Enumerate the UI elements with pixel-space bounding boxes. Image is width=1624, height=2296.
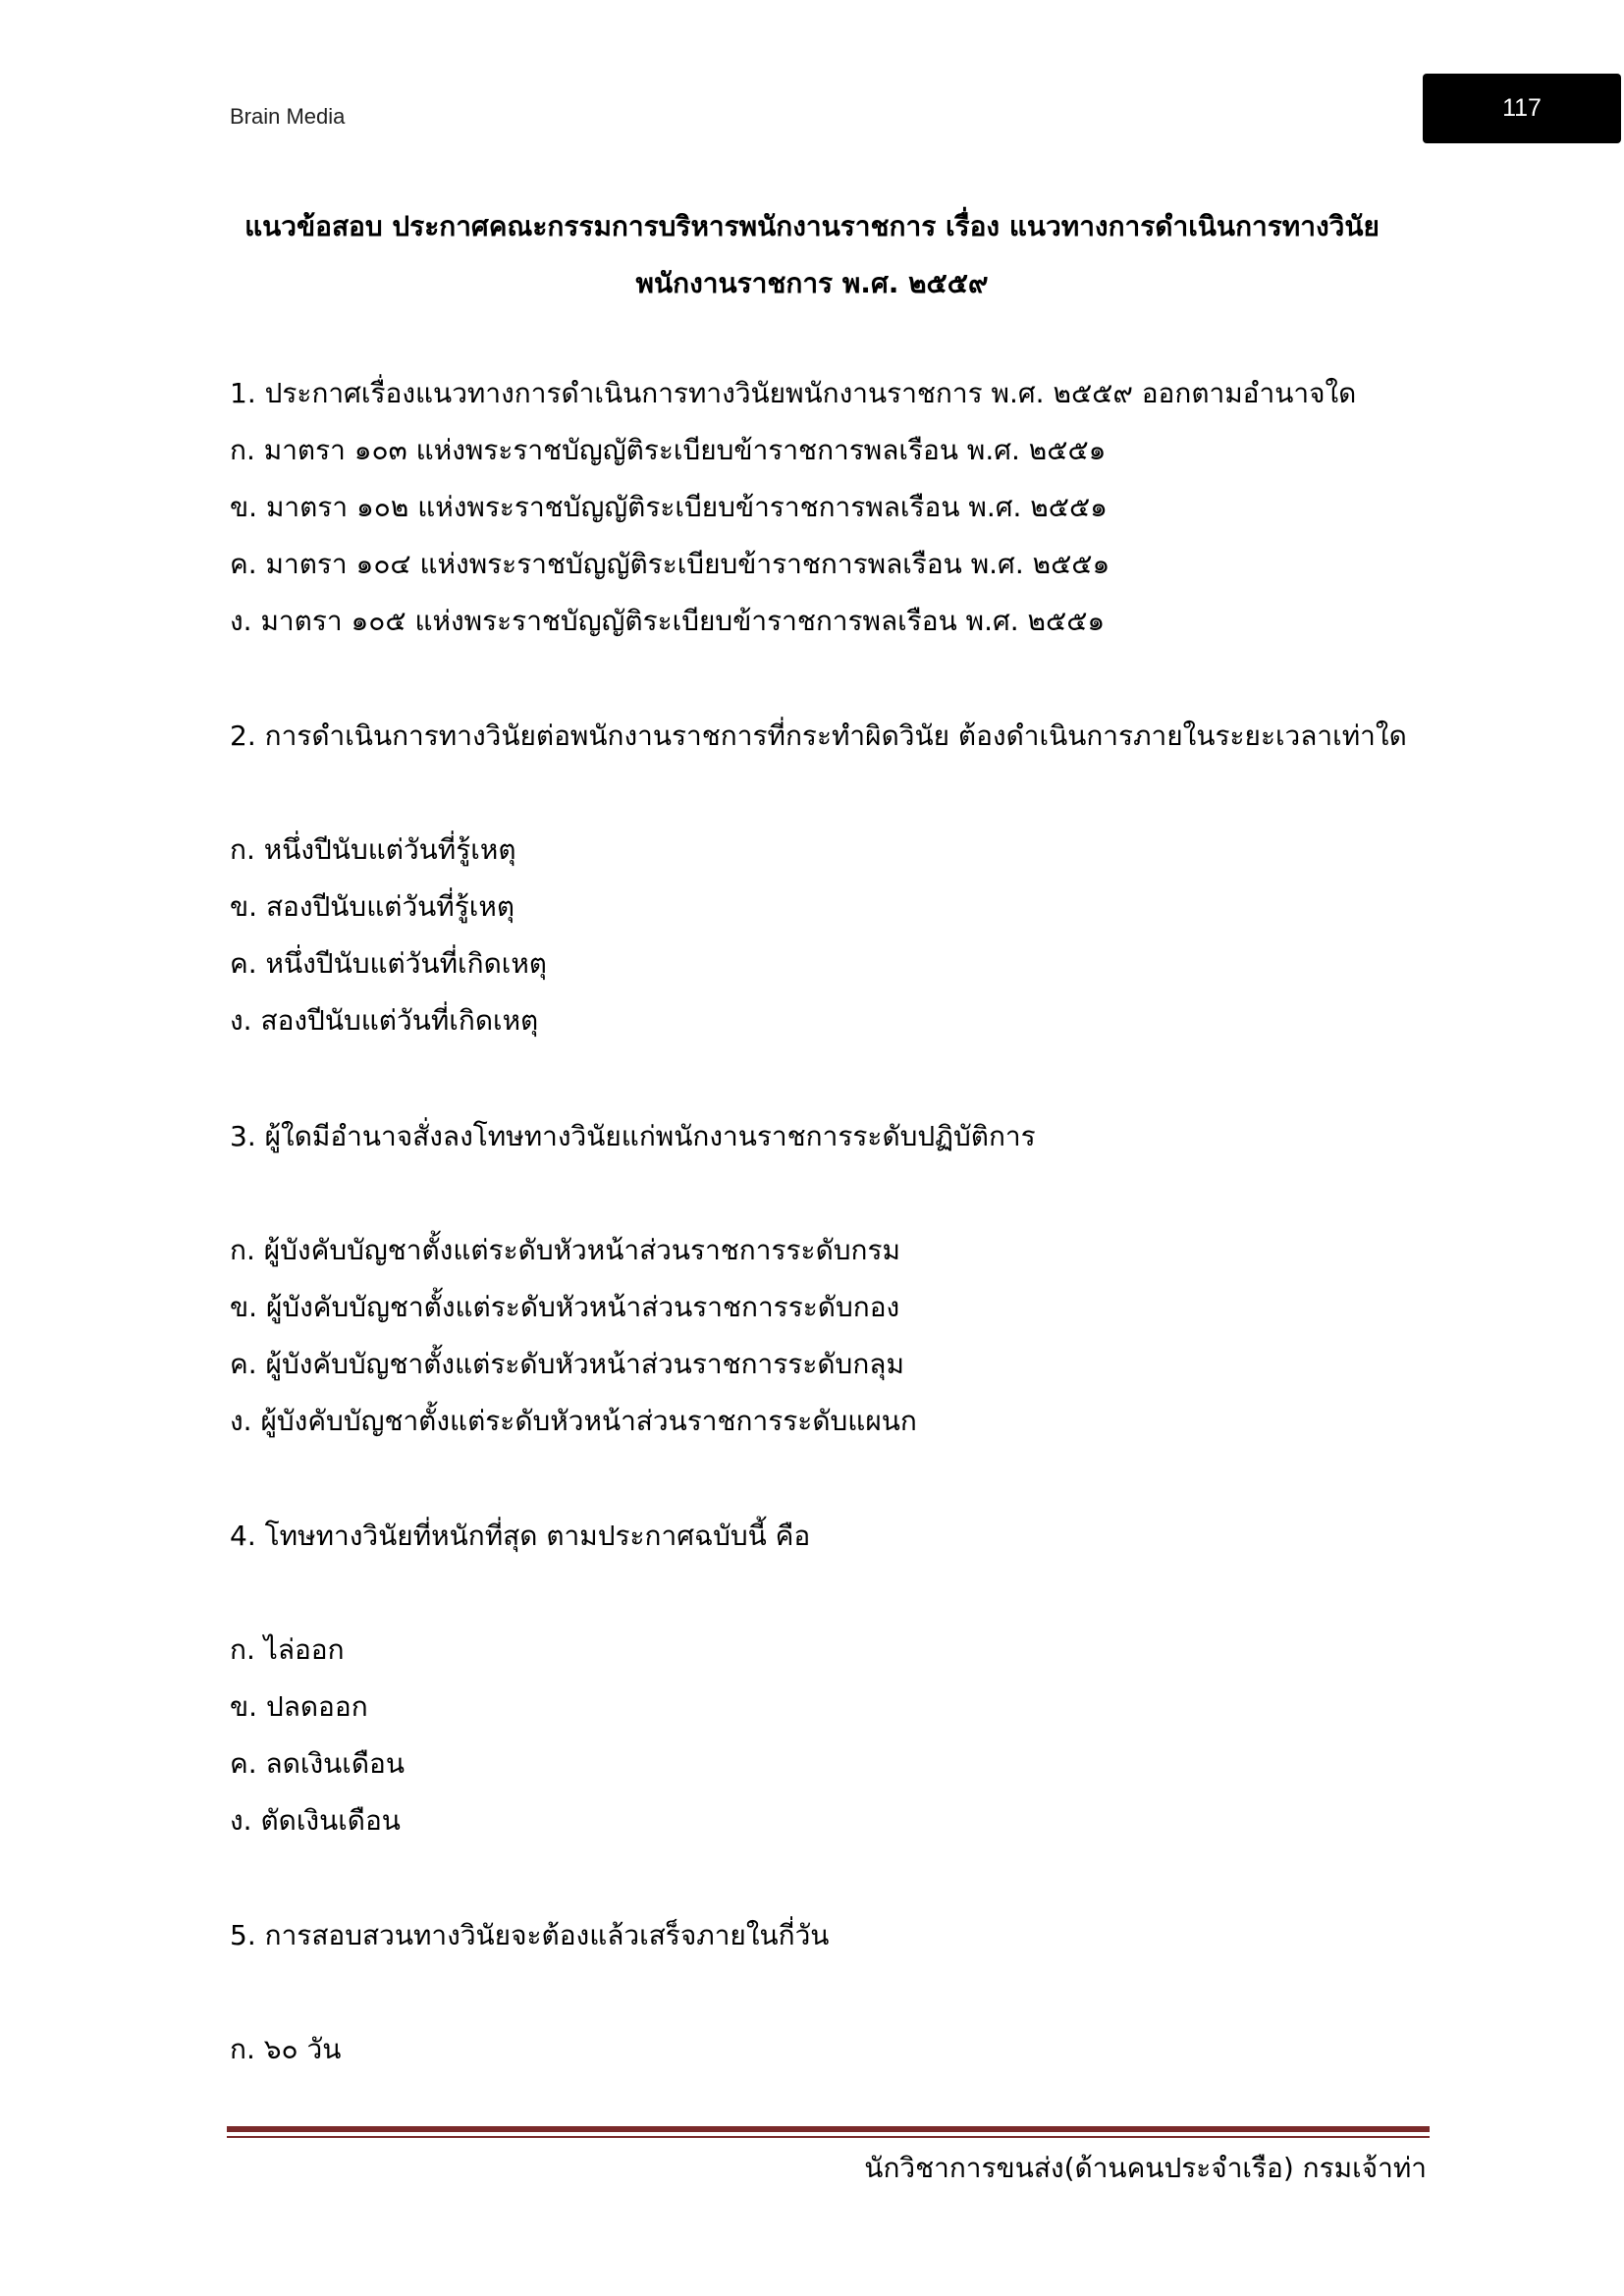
title-line-2: พนักงานราชการ พ.ศ. ๒๕๕๙ bbox=[635, 267, 989, 299]
page-number-box bbox=[1423, 74, 1621, 143]
option-item: ก. หนึ่งปีนับแต่วันที่รู้เหตุ bbox=[230, 833, 516, 866]
option-item: ง. ผู้บังคับบัญชาตั้งแต่ระดับหัวหน้าส่วนราชการระดับแผนก bbox=[230, 1405, 917, 1437]
question-text: 1. ประกาศเรื่องแนวทางการดำเนินการทางวินัยพนักงานราชการ พ.ศ. ๒๕๕๙ ออกตามอำนาจใด bbox=[230, 377, 1357, 409]
page-title bbox=[147, 198, 1477, 312]
option-list bbox=[230, 422, 1433, 650]
option-item: ค. มาตรา ๑๐๔ แห่งพระราชบัญญัติระเบียบข้าราชการพลเรือน พ.ศ. ๒๕๕๑ bbox=[230, 548, 1110, 580]
question-text: 2. การดำเนินการทางวินัยต่อพนักงานราชการที่กระทำผิดวินัย ต้องดำเนินการภายในระยะเวลาเท่าใด bbox=[230, 720, 1407, 752]
footer-rule-thick bbox=[227, 2126, 1430, 2132]
question-block-2 bbox=[230, 708, 1433, 1049]
option-item: ก. ไล่ออก bbox=[230, 1633, 345, 1666]
question-block-3 bbox=[230, 1108, 1433, 1450]
option-item: ง. มาตรา ๑๐๕ แห่งพระราชบัญญัติระเบียบข้าราชการพลเรือน พ.ศ. ๒๕๕๑ bbox=[230, 605, 1106, 637]
option-item: ก. ๖๐ วัน bbox=[230, 2033, 342, 2065]
question-text: 5. การสอบสวนทางวินัยจะต้องแล้วเสร็จภายในกี่วัน bbox=[230, 1919, 830, 1951]
brand-name: Brain Media bbox=[230, 104, 346, 129]
question-text: 4. โทษทางวินัยที่หนักที่สุด ตามประกาศฉบับนี้ คือ bbox=[230, 1520, 811, 1552]
option-list bbox=[230, 1222, 1433, 1450]
option-list bbox=[230, 2021, 1433, 2078]
option-item: ข. ปลดออก bbox=[230, 1690, 368, 1723]
footer-rule-thin bbox=[227, 2136, 1430, 2138]
question-block-4 bbox=[230, 1508, 1433, 1849]
page-number: 117 bbox=[1502, 94, 1542, 122]
question-block-5 bbox=[230, 1907, 1433, 2078]
footer-text: นักวิชาการขนส่ง(ด้านคนประจำเรือ) กรมเจ้าท่า bbox=[864, 2152, 1427, 2184]
option-item: ก. มาตรา ๑๐๓ แห่งพระราชบัญญัติระเบียบข้าราชการพลเรือน พ.ศ. ๒๕๕๑ bbox=[230, 434, 1107, 466]
option-item: ค. ผู้บังคับบัญชาตั้งแต่ระดับหัวหน้าส่วนราชการระดับกลุม bbox=[230, 1348, 904, 1380]
option-item: ข. ผู้บังคับบัญชาตั้งแต่ระดับหัวหน้าส่วนราชการระดับกอง bbox=[230, 1291, 900, 1323]
option-item: ข. สองปีนับแต่วันที่รู้เหตุ bbox=[230, 890, 515, 923]
option-item: ข. มาตรา ๑๐๒ แห่งพระราชบัญญัติระเบียบข้าราชการพลเรือน พ.ศ. ๒๕๕๑ bbox=[230, 491, 1108, 523]
question-text: 3. ผู้ใดมีอำนาจสั่งลงโทษทางวินัยแก่พนักงานราชการระดับปฏิบัติการ bbox=[230, 1120, 1036, 1152]
option-item: ง. สองปีนับแต่วันที่เกิดเหตุ bbox=[230, 1004, 539, 1037]
question-block-1 bbox=[230, 365, 1433, 650]
option-item: ก. ผู้บังคับบัญชาตั้งแต่ระดับหัวหน้าส่วนราชการระดับกรม bbox=[230, 1234, 901, 1266]
title-line-1: แนวข้อสอบ ประกาศคณะกรรมการบริหารพนักงานราชการ เรื่อง แนวทางการดำเนินการทางวินัย bbox=[244, 210, 1380, 242]
option-item: ง. ตัดเงินเดือน bbox=[230, 1804, 401, 1837]
option-list bbox=[230, 1622, 1433, 1849]
option-list bbox=[230, 822, 1433, 1049]
option-item: ค. ลดเงินเดือน bbox=[230, 1747, 405, 1780]
option-item: ค. หนึ่งปีนับแต่วันที่เกิดเหตุ bbox=[230, 947, 547, 980]
